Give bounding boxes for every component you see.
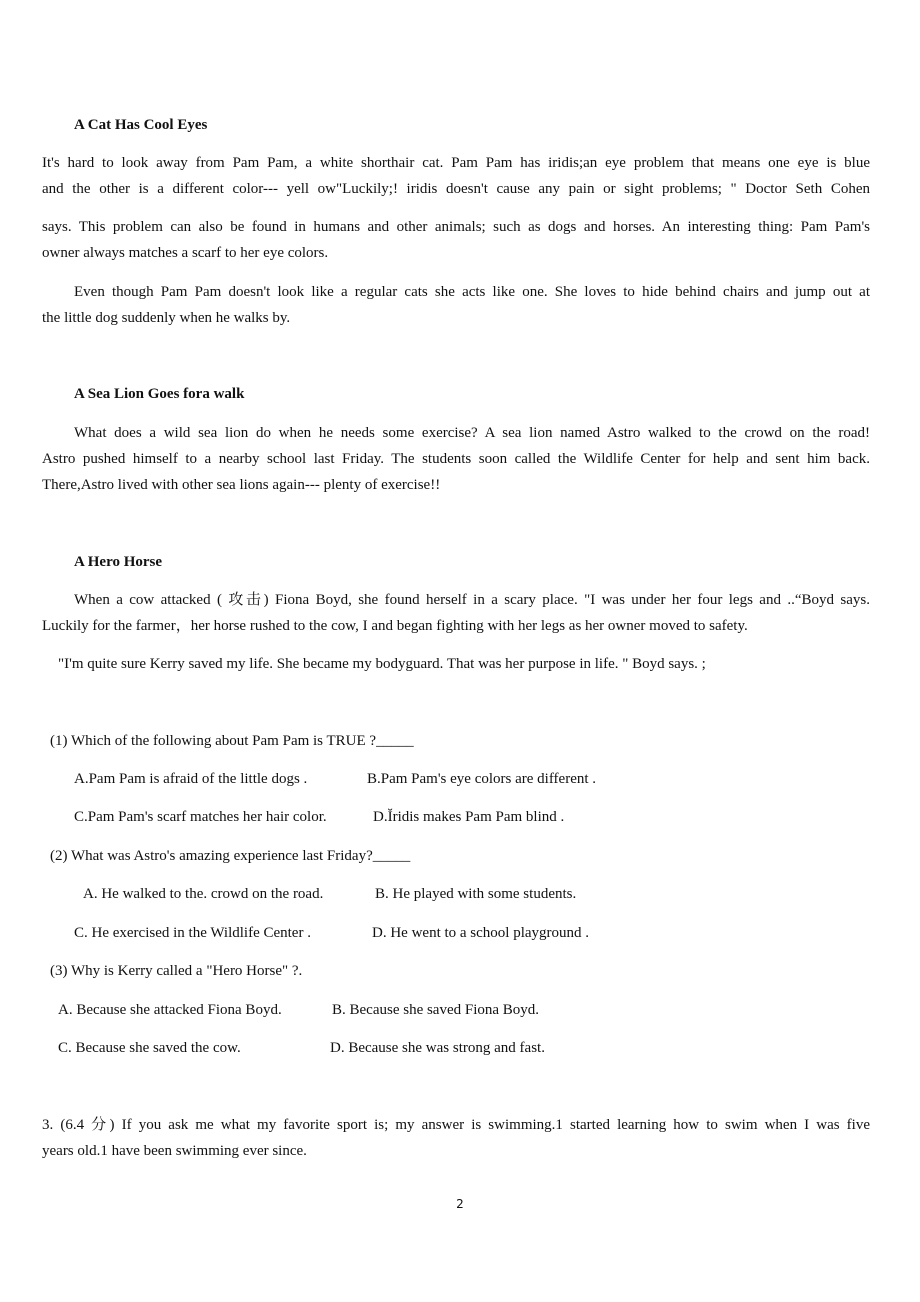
answer-option: A.Pam Pam is afraid of the little dogs .	[74, 771, 308, 787]
answer-option: B. Because she saved Fiona Boyd.	[332, 1002, 540, 1018]
answer-option: B. He played with some students.	[375, 886, 577, 902]
section-heading: A Cat Has Cool Eyes	[74, 117, 208, 133]
passage-line: 3. (6.4 分) If you ask me what my favorite sport is; my answer is swimming.1 started learning how to swim when I was five	[42, 1117, 870, 1133]
paragraph-line: What does a wild sea lion do when he needs some exercise? A sea lion named Astro walked to the crowd on the road!	[74, 425, 870, 441]
answer-option: C.Pam Pam's scarf matches her hair color.	[74, 809, 327, 825]
paragraph-line: the little dog suddenly when he walks by.	[42, 310, 291, 326]
answer-option: D.Ĭridis makes Pam Pam blind .	[373, 809, 565, 825]
answer-option: A. He walked to the. crowd on the road.	[83, 886, 324, 902]
answer-option: C. He exercised in the Wildlife Center .	[74, 925, 311, 941]
paragraph-line: "I'm quite sure Kerry saved my life. She became my bodyguard. That was her purpose in life. " Boyd says. ;	[58, 656, 706, 672]
paragraph-line: says. This problem can also be found in humans and other animals; such as dogs and horses. An interesting thing: Pam Pam's	[42, 219, 870, 235]
page-number: 2	[456, 1197, 464, 1211]
answer-option: A. Because she attacked Fiona Boyd.	[58, 1002, 282, 1018]
answer-option: C. Because she saved the cow.	[58, 1040, 241, 1056]
paragraph-line: It's hard to look away from Pam Pam, a white shorthair cat. Pam Pam has iridis;an eye problem that means one eye is blue	[42, 155, 870, 171]
answer-option: D. Because she was strong and fast.	[330, 1040, 545, 1056]
passage-line: years old.1 have been swimming ever since.	[42, 1143, 307, 1159]
paragraph-line: There,Astro lived with other sea lions again--- plenty of exercise!!	[42, 477, 441, 493]
paragraph-line: Even though Pam Pam doesn't look like a regular cats she acts like one. She loves to hide behind chairs and jump out at	[74, 284, 870, 300]
question-stem: (1) Which of the following about Pam Pam is TRUE ?_____	[50, 733, 414, 749]
paragraph-line: and the other is a different color--- yell ow"Luckily;! iridis doesn't cause any pain or sight problems; " Doctor Seth Cohen	[42, 181, 870, 197]
question-stem: (3) Why is Kerry called a "Hero Horse" ?.	[50, 963, 303, 979]
paragraph-line: Luckily for the farmer，her horse rushed to the cow, I and began fighting with her legs as her owner moved to safety.	[42, 618, 748, 634]
paragraph-line: Astro pushed himself to a nearby school last Friday. The students soon called the Wildlife Center for help and sent him back.	[42, 451, 870, 467]
question-stem: (2) What was Astro's amazing experience last Friday?_____	[50, 848, 411, 864]
section-heading: A Hero Horse	[74, 554, 163, 570]
section-heading: A Sea Lion Goes fora walk	[74, 386, 245, 402]
paragraph-line: When a cow attacked ( 攻击) Fiona Boyd, she found herself in a scary place. "I was under her four legs and ..“Boyd says.	[74, 592, 870, 608]
answer-option: D. He went to a school playground .	[372, 925, 590, 941]
paragraph-line: owner always matches a scarf to her eye colors.	[42, 245, 329, 261]
answer-option: B.Pam Pam's eye colors are different .	[367, 771, 597, 787]
